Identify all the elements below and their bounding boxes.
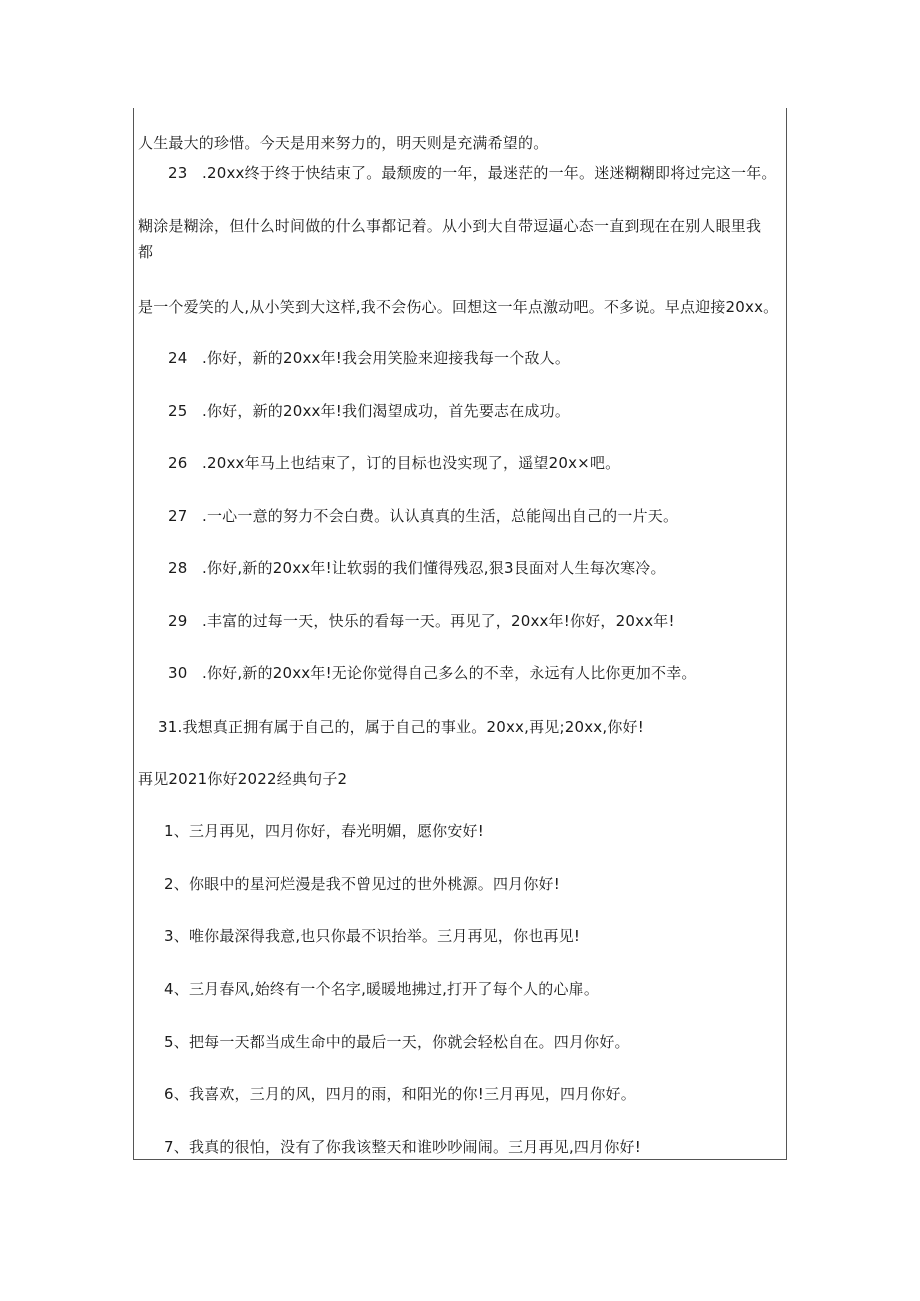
- item-number: 27: [168, 507, 188, 525]
- item-text: .你好,新的20xx年!让软弱的我们懂得残忍,狠3艮面对人生每次寒冷。: [202, 559, 666, 577]
- table-frame: [133, 108, 787, 1160]
- item-number: 24: [168, 349, 188, 367]
- item-number: 30: [168, 664, 188, 682]
- list-item: 7、我真的很怕，没有了你我该整天和谁吵吵闹闹。三月再见,四月你好!: [164, 1138, 641, 1156]
- list-item-28: [168, 558, 666, 578]
- list-item: 1、三月再见，四月你好，春光明媚，愿你安好!: [164, 822, 484, 840]
- list-item: 4、三月春风,始终有一个名字,暖暖地拂过,打开了每个人的心扉。: [164, 980, 600, 998]
- list-item-31: 31.我想真正拥有属于自己的，属于自己的事业。20xx,再见;20xx,你好!: [158, 718, 644, 736]
- list-item: 2、你眼中的星河烂漫是我不曾见过的世外桃源。四月你好!: [164, 875, 560, 893]
- item-text: .你好，新的20xx年!我会用笑脸来迎接我每一个敌人。: [202, 349, 571, 367]
- text-line: 糊涂是糊涂，但什么时间做的什么事都记着。从小到大自带逗逼心态一直到现在在别人眼里我: [138, 217, 762, 235]
- section-heading: 再见2021你好2022经典句子2: [138, 770, 348, 788]
- list-item: 3、唯你最深得我意,也只你最不识抬举。三月再见，你也再见!: [164, 927, 581, 945]
- list-item-30: [168, 663, 697, 683]
- item-number: 26: [168, 454, 188, 472]
- item-text: .你好，新的20xx年!我们渴望成功，首先要志在成功。: [202, 402, 571, 420]
- text-line: 人生最大的珍惜。今天是用来努力的，明天则是充满希望的。: [138, 134, 549, 152]
- item-number: 25: [168, 402, 188, 420]
- item-text: .你好,新的20xx年!无论你觉得自己多么的不幸，永远有人比你更加不幸。: [202, 664, 697, 682]
- item-text: .20xx年马上也结束了，订的目标也没实现了，遥望20x×吧。: [202, 454, 621, 472]
- list-item-24: [168, 348, 570, 368]
- item-text: .丰富的过每一天，快乐的看每一天。再见了，20xx年!你好，20xx年!: [202, 612, 675, 630]
- item-number: 23: [168, 164, 188, 182]
- list-item: 5、把每一天都当成生命中的最后一天，你就会轻松自在。四月你好。: [164, 1033, 630, 1051]
- item-text: .20xx终于终于快结束了。最颓废的一年，最迷茫的一年。迷迷糊糊即将过完这一年。: [202, 164, 777, 182]
- item-number: 28: [168, 559, 188, 577]
- text-line: 是一个爱笑的人,从小笑到大这样,我不会伤心。回想这一年点激动吧。不多说。早点迎接20xx。: [138, 298, 779, 316]
- list-item: 6、我喜欢，三月的风，四月的雨，和阳光的你!三月再见，四月你好。: [164, 1085, 636, 1103]
- text-line: 都: [138, 243, 154, 261]
- list-item-27: [168, 506, 678, 526]
- list-item-25: [168, 401, 570, 421]
- list-item-26: [168, 453, 620, 473]
- list-item-23: [168, 163, 777, 183]
- item-text: .一心一意的努力不会白费。认认真真的生活，总能闯出自己的一片天。: [202, 507, 679, 525]
- item-number: 29: [168, 612, 188, 630]
- list-item-29: [168, 611, 675, 631]
